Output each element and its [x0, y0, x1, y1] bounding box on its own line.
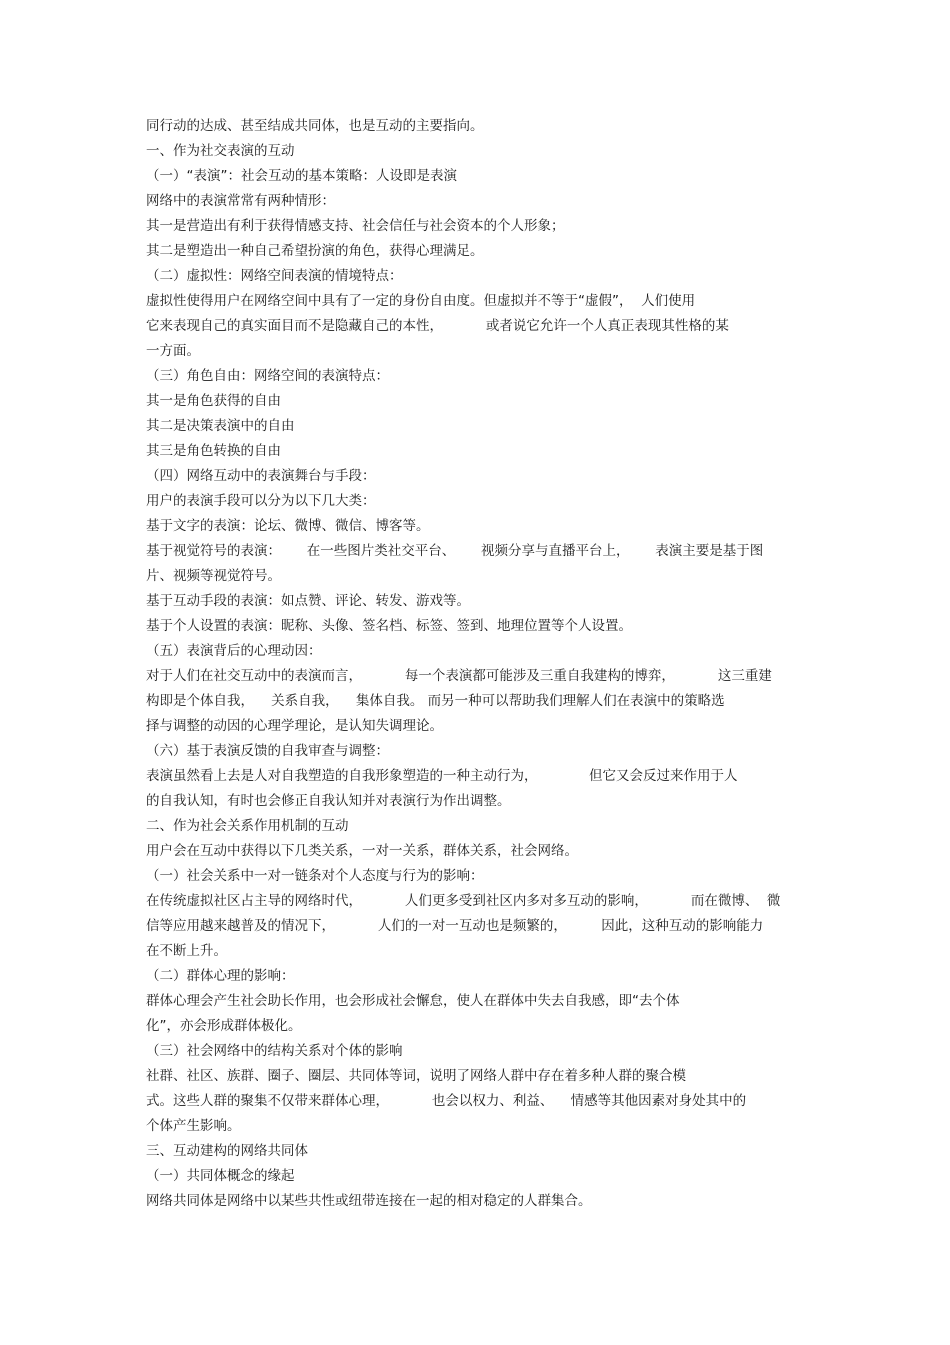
text-line: 用户会在互动中获得以下几类关系，一对一关系，群体关系，社会网络。: [146, 843, 578, 859]
text-line: 在传统虚拟社区占主导的网络时代， 人们更多受到社区内多对多互动的影响， 而在微博、 微: [146, 893, 781, 909]
text-line: 其一是角色获得的自由: [146, 393, 281, 409]
text-line: 基于文字的表演：论坛、微博、微信、博客等。: [146, 518, 430, 534]
subsection-heading: （五）表演背后的心理动因：: [146, 643, 322, 659]
text-line: 择与调整的动因的心理学理论，是认知失调理论。: [146, 718, 443, 734]
text-line: 其二是塑造出一种自己希望扮演的角色，获得心理满足。: [146, 243, 484, 259]
text-line: 网络共同体是网络中以某些共性或纽带连接在一起的相对稳定的人群集合。: [146, 1193, 592, 1209]
subsection-heading: （二）虚拟性：网络空间表演的情境特点：: [146, 268, 403, 284]
text-line: 化”，亦会形成群体极化。: [146, 1018, 302, 1034]
text-line: 的自我认知，有时也会修正自我认知并对表演行为作出调整。: [146, 793, 511, 809]
section-heading: 二、作为社会关系作用机制的互动: [146, 818, 349, 834]
text-line: 社群、社区、族群、圈子、圈层、共同体等词，说明了网络人群中存在着多种人群的聚合模: [146, 1068, 686, 1084]
subsection-heading: （三）角色自由：网络空间的表演特点：: [146, 368, 389, 384]
text-line: 其三是角色转换的自由: [146, 443, 281, 459]
text-line: 其一是营造出有利于获得情感支持、社会信任与社会资本的个人形象；: [146, 218, 565, 234]
text-line: 基于互动手段的表演：如点赞、评论、转发、游戏等。: [146, 593, 470, 609]
text-line: 对于人们在社交互动中的表演而言， 每一个表演都可能涉及三重自我建构的博弈， 这三重建: [146, 668, 772, 684]
text-line: 它来表现自己的真实面目而不是隐藏自己的本性， 或者说它允许一个人真正表现其性格的某: [146, 318, 729, 334]
text-line: 其二是决策表演中的自由: [146, 418, 295, 434]
text-line: 虚拟性使得用户在网络空间中具有了一定的身份自由度。但虚拟并不等于“虚假”， 人们使用: [146, 293, 696, 309]
text-line: 群体心理会产生社会助长作用，也会形成社会懈怠，使人在群体中失去自我感，即“去个体: [146, 993, 680, 1009]
text-line: 基于个人设置的表演：昵称、头像、签名档、标签、签到、地理位置等个人设置。: [146, 618, 632, 634]
text-line: 式。这些人群的聚集不仅带来群体心理， 也会以权力、利益、 情感等其他因素对身处其中的: [146, 1093, 747, 1109]
text-line: 基于视觉符号的表演： 在一些图片类社交平台、 视频分享与直播平台上， 表演主要是基于图: [146, 543, 764, 559]
subsection-heading: （六）基于表演反馈的自我审查与调整：: [146, 743, 389, 759]
text-line: 片、视频等视觉符号。: [146, 568, 281, 584]
section-heading: 一、作为社交表演的互动: [146, 143, 295, 159]
subsection-heading: （一）共同体概念的缘起: [146, 1168, 295, 1184]
subsection-heading: （三）社会网络中的结构关系对个体的影响: [146, 1043, 403, 1059]
subsection-heading: （一）社会关系中一对一链条对个人态度与行为的影响：: [146, 868, 484, 884]
subsection-heading: （四）网络互动中的表演舞台与手段：: [146, 468, 376, 484]
section-heading: 三、互动建构的网络共同体: [146, 1143, 308, 1159]
subsection-heading: （二）群体心理的影响：: [146, 968, 295, 984]
text-line: 用户的表演手段可以分为以下几大类：: [146, 493, 376, 509]
text-line: 在不断上升。: [146, 943, 227, 959]
text-line: 表演虽然看上去是人对自我塑造的自我形象塑造的一种主动行为， 但它又会反过来作用于人: [146, 768, 738, 784]
text-line: 同行动的达成、甚至结成共同体，也是互动的主要指向。: [146, 118, 484, 134]
text-line: 个体产生影响。: [146, 1118, 241, 1134]
text-line: 构即是个体自我， 关系自我， 集体自我。 而另一种可以帮助我们理解人们在表演中的策略选: [146, 693, 725, 709]
text-line: 信等应用越来越普及的情况下， 人们的一对一互动也是频繁的， 因此，这种互动的影响能力: [146, 918, 764, 934]
subsection-heading: （一）“表演”：社会互动的基本策略：人设即是表演: [146, 168, 457, 184]
text-line: 一方面。: [146, 343, 200, 359]
text-line: 网络中的表演常常有两种情形：: [146, 193, 335, 209]
